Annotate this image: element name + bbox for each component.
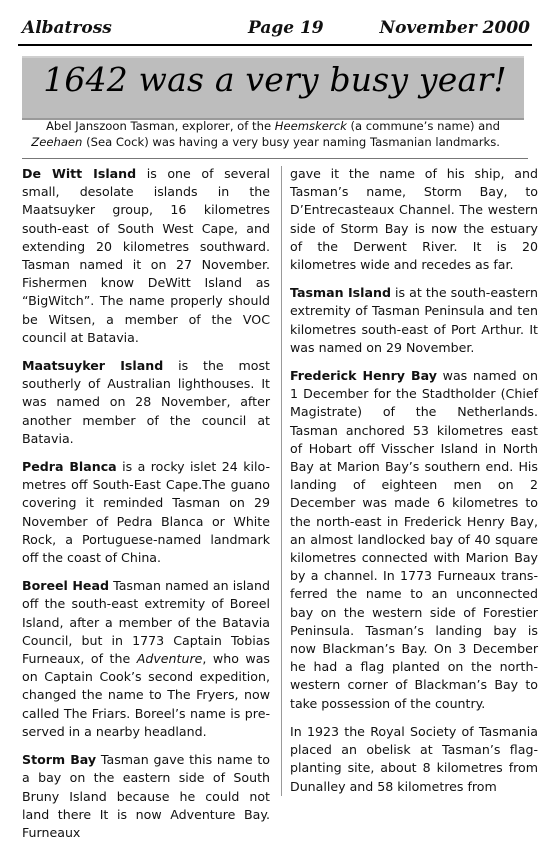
paragraph-boreel-head [22, 577, 270, 741]
issue-date: November 2000 [379, 18, 530, 38]
paragraph-heading: Frederick Henry Bay [290, 368, 437, 384]
paragraph-heading: Tasman Island [290, 285, 391, 301]
subtitle-text: (Sea Cock) was having a very busy year naming Tasmanian landmarks. [82, 135, 500, 149]
paragraph-pedra-blanca [22, 458, 270, 567]
paragraph-text: gave it the name of his ship, and Tasman’s name, Storm Bay, to D’Entrecasteaux Channel. The western side of Storm Bay is now the estuary of the Derwent River. It is 20 kilometres wide and recedes as far. [290, 166, 538, 273]
article-subtitle [22, 118, 500, 150]
ship-name-heemskerck: Heemskerck [274, 119, 347, 133]
paragraph-heading: Storm Bay [22, 752, 97, 768]
paragraph-text: Tasman named an island off the south-east extremity of Boreel Island, after a member of the Batavia Council, but in 1773 Captain Tobias Furneaux, of the [22, 578, 270, 667]
paragraph-text: Tasman gave this name to a bay on the eastern side of South Bruny Island because he could not land there It is now Adventure Bay. Furneaux [22, 752, 270, 840]
subtitle-rule [22, 158, 528, 159]
paragraph-frederick-henry-bay [290, 367, 538, 713]
paragraph-heading: Maatsuyker Island [22, 358, 164, 374]
paragraph-text: is a rocky islet 24 kilo-metres off South-East Cape.The guano covering it reminded Tasman on 29 November of Pedra Blanca or White Rock, a Portuguese-named landmark off the coast of China. [22, 459, 270, 566]
paragraph-de-witt-island [22, 165, 270, 347]
paragraph-text: is the most southerly of Australian lighthouses. It was named on 28 November, after another member of the council at Batavia. [22, 358, 270, 446]
publication-title: Albatross [22, 18, 112, 38]
paragraph-storm-bay-continued [290, 165, 538, 274]
left-column [22, 165, 270, 852]
ship-name-adventure: Adventure [136, 651, 203, 667]
paragraph-heading: Pedra Blanca [22, 459, 117, 475]
paragraph-text: is at the south-eastern extremity of Tasman Peninsula and ten kilometres south-east of Port Arthur. It was named on 29 November. [290, 285, 538, 355]
page-header [18, 12, 532, 40]
paragraph-text: was named on 1 December for the Stadtholder (Chief Magistrate) of the Netherlands. Tasman anchored 53 kilometres east of Hobart off Visscher Island in North Bay at Marion Bay’s southern end. His landing of eighteen men on 2 December was made 6 kilometres to the north-east in Frederick Henry Bay, an almost landlocked bay of 40 square kilometres connected with Marion Bay by a channel. In 1773 Furneaux trans-ferred the name to an unconnected bay on the western side of Forestier Peninsula. Tasman’s landing bay is now Blackman’s Bay. On 3 December he had a flag planted on the north-western corner of Blackman’s Bay to take possession of the country. [290, 368, 538, 711]
article-banner [22, 56, 524, 120]
paragraph-maatsuyker-island [22, 357, 270, 448]
page-number: Page 19 [248, 18, 324, 38]
paragraph-storm-bay [22, 751, 270, 842]
paragraph-tasman-island [290, 284, 538, 357]
paragraph-text: is one of several small, desolate islands in the Maatsuyker group, 16 kilometres south-east of South West Cape, and extending 20 kilometres southward. Tasman named it on 27 November. Fishermen know DeWitt Island as “BigWitch”. The name properly should be Witsen, a member of the VOC council at Batavia. [22, 166, 270, 345]
subtitle-text: Abel Janszoon Tasman, explorer, of the [45, 119, 275, 133]
column-divider [281, 166, 282, 796]
paragraph-heading: Boreel Head [22, 578, 109, 594]
paragraph-text: In 1923 the Royal Society of Tasmania placed an obelisk at Tasman’s flag-planting site, about 8 kilometres from Dunalley and 58 kilometres from [290, 723, 538, 794]
article-title: 1642 was a very busy year! [43, 60, 507, 99]
ship-name-zeehaen: Zeehaen [31, 135, 83, 149]
paragraph-text: , who was on Captain Cook’s second expedition, changed the name to The Fryers, now called The Friars. Boreel’s name is pre-served in a nearby headland. [22, 651, 270, 739]
subtitle-text: (a commune’s name) and [346, 119, 500, 133]
paragraph-heading: De Witt Island [22, 166, 137, 181]
paragraph-obelisk [290, 723, 538, 796]
right-column [290, 165, 538, 806]
header-rule [18, 44, 532, 46]
